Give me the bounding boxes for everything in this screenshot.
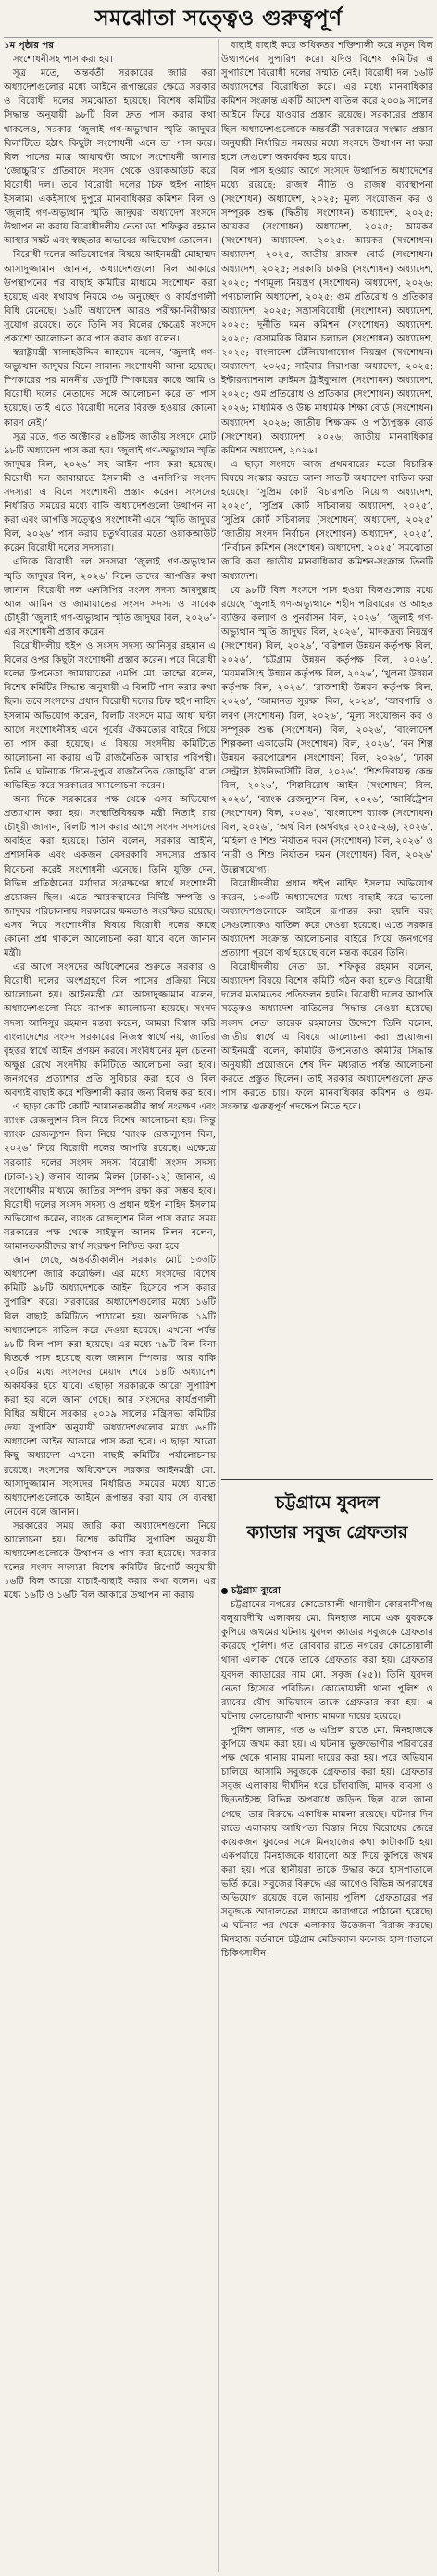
bullet-icon	[221, 1588, 228, 1594]
headline: সমঝোতা সত্ত্বেও গুরুত্বপূর্ণ	[4, 0, 433, 38]
paragraph: বিরোধীদলীয় নেতা ডা. শফিকুর রহমান বলেন, অধ্যাদেশ বিষয়ে বিশেষ কমিটি গঠন করা হলেও বিরোধী দলের মতামতের প্রতিফলন হয়নি। বিরোধী দলের আপত্তি সত্ত্বেও অধ্যাদেশ বাতিলের সিদ্ধান্ত নেওয়া হয়েছে। সংসদ নেতা তারেক রহমানের উদ্দেশে তিনি বলেন, জাতীয় স্বার্থে এ বিষয়ে আলোচনা করা প্রয়োজন। আইনমন্ত্রী বলেন, কমিটির উপনেতাও কমিটির সিদ্ধান্ত অনুযায়ী প্রয়োজনে শেষ দিন মধ্যরাত পর্যন্ত আলোচনা করতে প্রস্তুত ছিলেন। তাই সরকার অধ্যাদেশগুলো দ্রুত পাস করতে চায়। ফলে মানবাধিকার কমিশন ও গুম-সংক্রান্ত গুরুত্বপূর্ণ পদক্ষেপ নিতে হবে।	[221, 962, 433, 1113]
sub-headline-line1: চট্টগ্রামে যুবদল	[275, 1492, 380, 1513]
paragraph: বিরোধীদলীয় হুইপ ও সংসদ সদস্য আনিসুর রহমান এ বিলের ওপর কিছুটা সংশোধনী প্রস্তাব করেন। পরে বিরোধী দলের উপনেতা জামায়াতের এমপি মো. তাহের বলেন, বিশেষ কমিটির সিদ্ধান্ত অনুযায়ী এ বিলটি পাস করার কথা ছিল। তবে সংসদের প্রধান বিরোধী দলের চিফ হুইপ নাহিদ ইসলাম অভিযোগ করেন, বিলটি সংসদে মাত্র আধা ঘণ্টা আগে সংশোধনীসহ এনে পূর্বের ঐকমত্যের বাইরে গিয়ে তা পাস করা হয়েছে। এ বিষয়ে সংসদীয় কমিটিতে আলোচনা না করায় এটি রাজনৈতিক আস্থার পরিপন্থী। তিনি এ ঘটনাকে ‘দিনে-দুপুরে রাজনৈতিক জোচ্চুরি’ বলে অভিহিত করে সরকারের সমালোচনা করেন।	[4, 641, 216, 791]
paragraph: এ ছাড়া কোটি কোটি আমানতকারীর স্বার্থ সংরক্ষণ এবং ব্যাংক রেজল্যুশন বিল নিয়ে বিশেষ আলোচনা হয়। কিন্তু ব্যাংক রেজল্যুশন বিল নিয়ে ‘ব্যাংক রেজল্যুশন বিল, ২০২৬’ নিয়ে বিরোধী দলের আপত্তি রয়েছে। এক্ষেত্রে সরকারি দলের সংসদ সদস্য বিরোধী সংসদ সদস্য (ঢাকা-১২) জনাব আলম মিলন (ঢাকা-১২) জানান, এ সংশোধনীর মাধ্যমে জাতির সম্পদ রক্ষা করা সম্ভব হবে। বিরোধী দলের সংসদ সদস্য ও প্রধান হুইপ নাহিদ ইসলাম অভিযোগ করেন, ব্যাংক রেজল্যুশন বিল পাস করার সময় সরকারের পক্ষ থেকে সাইফুল আলম মিলন বলেন, আমানতকারীদের স্বার্থ সংরক্ষণ নিশ্চিত করা হবে।	[4, 1102, 216, 1253]
paragraph: সূত্র মতে, গত অক্টোবর ২৪টিসহ জাতীয় সংসদে মোট ৯৮টি অধ্যাদেশ পাস করা হয়। ‘জুলাই গণ-অভ্যুত্থান স্মৃতি জাদুঘর বিল, ২০২৬’ সহ আইন পাস করা হয়েছে। বিরোধী দল জামায়াতে ইসলামী ও এনসিপির সংসদ সদস্যরা এ বিলে সংশোধনী প্রস্তাব করেন। সংসদের নির্ধারিত সময়ের মধ্যে বাকি অধ্যাদেশগুলো উত্থাপন না করা এবং আপত্তি সত্ত্বেও সংশোধনী এনে ‘স্মৃতি জাদুঘর বিল, ২০২৬’ পাস করায় চতুর্থবারের মতো ওয়াকআউট করেন বিরোধী দলের সদস্যরা।	[4, 431, 216, 554]
paragraph: চট্টগ্রামের নগরের কোতোয়ালী থানাধীন কোরবানীগঞ্জ বলুয়ারদীঘি এলাকায় মো. মিনহাজ নামে এক যুবককে কুপিয়ে জখমের ঘটনায় যুবদল ক্যাডার সবুজকে গ্রেফতার করেছে পুলিশ। গত রোববার রাতে নগরের কোতোয়ালী থানা এলাকা থেকে তাকে গ্রেফতার করা হয়। গ্রেফতার যুবদল ক্যাডারের নাম মো. সবুজ (২৫)। তিনি যুবদল নেতা হিসেবে পরিচিত। কোতোয়ালী থানা পুলিশ ও র‍্যাবের যৌথ অভিযানে তাকে গ্রেফতার করা হয়। এ ঘটনায় কোতোয়ালী থানায় মামলা দায়ের হয়েছে।	[221, 1600, 433, 1722]
paragraph: সরকারের সময় জারি করা অধ্যাদেশগুলো নিয়ে আলোচনা হয়। বিশেষ কমিটির সুপারিশ অনুযায়ী অধ্যাদেশগুলোকে উত্থাপন ও পাস করা হয়েছে। সরকার দলের সংসদ সদস্যরা বিশেষ কমিটির রিপোর্ট অনুযায়ী ১৬টি বিল আরো যাচাই-বাছাই করার কথা বলেন। এর মধ্যে ১৬টি ও ১৬টি বিল আকারে উত্থাপন না করায়	[4, 1520, 216, 1602]
dateline-text: চট্টগ্রাম ব্যুরো	[231, 1585, 281, 1596]
paragraph: এদিকে বিরোধী দল সদস্যরা ‘জুলাই গণ-অভ্যুত্থান স্মৃতি জাদুঘর বিল, ২০২৬’ বিলে তাদের আপত্তির কথা জানান। বিরোধী দল এনসিপির সংসদ সদস্য আবদুল্লাহ আল আমিন ও জামায়াতের সংসদ সদস্য ও সাবেক চৌধুরী ‘জুলাই গণ-অভ্যুত্থান স্মৃতি জাদুঘর বিল, ২০২৬’-এর সংশোধনী প্রস্তাব করেন।	[4, 557, 216, 638]
right-column-bottom	[221, 1584, 433, 2572]
paragraph: সংশোধনীসহ পাস করা হয়।	[13, 55, 113, 66]
dateline	[221, 1584, 433, 1598]
paragraph: পুলিশ জানায়, গত ৬ এপ্রিল রাতে মো. মিনহাজকে কুপিয়ে জখম করা হয়। এ ঘটনায় ভুক্তভোগীর পরিবারের পক্ষ থেকে থানায় মামলা দায়ের করা হয়। পরে অভিযান চালিয়ে আসামি সবুজকে গ্রেফতার করা হয়। গ্রেফতার সবুজ এলাকায় দীর্ঘদিন ধরে চাঁদাবাজি, মাদক ব্যবসা ও ছিনতাইসহ বিভিন্ন অপরাধে জড়িত ছিল বলে জানা গেছে। তার বিরুদ্ধে একাধিক মামলা রয়েছে। ঘটনার দিন রাতে এলাকায় আধিপত্য বিস্তার নিয়ে বিরোধের জেরে কয়েকজন যুবকের সঙ্গে মিনহাজের কথা কাটাকাটি হয়। একপর্যায়ে মিনহাজকে ধারালো অস্ত্র দিয়ে কুপিয়ে জখম করা হয়। পরে স্থানীয়রা তাকে উদ্ধার করে হাসপাতালে ভর্তি করে। সবুজের বিরুদ্ধে এর আগেও বিভিন্ন অপরাধের অভিযোগ রয়েছে বলে জানায় পুলিশ। গ্রেফতারের পর সবুজকে আদালতের মাধ্যমে কারাগারে পাঠানো হয়েছে। এ ঘটনার পর থেকে এলাকায় উত্তেজনা বিরাজ করছে। মিনহাজ বর্তমানে চট্টগ্রাম মেডিক্যাল কলেজ হাসপাতালে চিকিৎসাধীন।	[221, 1725, 433, 1960]
column-divider	[218, 39, 219, 2572]
left-column	[4, 39, 216, 2572]
paragraph: এ ছাড়া সংসদে আজ প্রথমবারের মতো বিচারিক বিষয়ে সংস্কার করতে আনা সাতটি অধ্যাদেশ বাতিল করা হয়েছে। ‘সুপ্রিম কোর্ট বিচারপতি নিয়োগ অধ্যাদেশ, ২০২৫’, ‘সুপ্রিম কোর্ট সচিবালয় অধ্যাদেশ, ২০২৫’, ‘সুপ্রিম কোর্ট সচিবালয় (সংশোধন) অধ্যাদেশ, ২০২৫’ ‘জাতীয় সংসদ নির্বাচন (সংশোধন) অধ্যাদেশ, ২০২৫’, ‘নির্বাচন কমিশন (সংশোধন) অধ্যাদেশ, ২০২৫’ সমঝোতা জারি করা জাতীয় মানবাধিকার কমিশন-সংক্রান্ত তিনটি অধ্যাদেশ।	[221, 459, 433, 582]
paragraph: স্বরাষ্ট্রমন্ত্রী সালাহউদ্দিন আহমেদ বলেন, ‘জুলাই গণ-অভ্যুত্থান জাদুঘর বিলে সামান্য সংশোধনী আনা হয়েছে। স্পিকারের পর মাননীয় ডেপুটি স্পিকারের কাছে আমি ও বিরোধী দলের নেতাদের সঙ্গে আলোচনা করে তা পাস হয়েছে। তাই এতে বিরোধী দলের বিরক্ত হওয়ার কোনো কারণ নেই।’	[4, 348, 216, 428]
paragraph: যে ৯৮টি বিল সংসদে পাস হওয়া বিলগুলোর মধ্যে রয়েছে ‘জুলাই গণ-অভ্যুত্থানে শহীদ পরিবারের ও আহত ব্যক্তির কল্যাণ ও পুনর্বাসন বিল, ২০২৬’, ‘জুলাই গণ-অভ্যুত্থান স্মৃতি জাদুঘর বিল, ২০২৬’, ‘মাদকদ্রব্য নিয়ন্ত্রণ (সংশোধন) বিল, ২০২৬’, ‘বরিশাল উন্নয়ন কর্তৃপক্ষ বিল, ২০২৬’, ‘চট্টগ্রাম উন্নয়ন কর্তৃপক্ষ বিল, ২০২৬’, ‘ময়মনসিংহ উন্নয়ন কর্তৃপক্ষ বিল, ২০২৬’, ‘খুলনা উন্নয়ন কর্তৃপক্ষ বিল, ২০২৬’, ‘রাজশাহী উন্নয়ন কর্তৃপক্ষ বিল, ২০২৬’, ‘আমানত সুরক্ষা বিল, ২০২৬’, ‘আবগারি ও লবণ (সংশোধন) বিল, ২০২৬’, ‘মূল্য সংযোজন কর ও সম্পূরক শুল্ক (সংশোধন) বিল, ২০২৬’, ‘বাংলাদেশ শিল্পকলা একাডেমি (সংশোধন) বিল, ২০২৬’, ‘বন শিল্প উন্নয়ন করপোরেশন (সংশোধন) বিল, ২০২৬’, ‘ঢাকা সেন্ট্রাল ইউনিভার্সিটি বিল, ২০২৬’, ‘শিশুদিবাযত্ন কেন্দ্র বিল, ২০২৬’, ‘শিল্পবিরোধ আইন (সংশোধন) বিল, ২০২৬’, ‘ব্যাংক রেজল্যুশন বিল, ২০২৬’, ‘আর্বিট্রেশন (সংশোধন) বিল, ২০২৬’, ‘বাংলাদেশ ব্যাংক (সংশোধন) বিল, ২০২৬’, ‘অর্থ বিল (অর্থবছর ২০২৫-২৬), ২০২৬’, ‘মহিলা ও শিশু নির্যাতন দমন (সংশোধন) বিল, ২০২৬’ ও ‘নারী ও শিশু নির্যাতন দমন (সংশোধন) বিল, ২০২৬’ উল্লেখযোগ্য।	[221, 585, 433, 875]
paragraph: বিরোধী দলের অভিযোগের বিষয়ে আইনমন্ত্রী মোহাম্মদ আসাদুজ্জামান জানান, অধ্যাদেশগুলো বিল আকারে উপস্থাপনের পর বাছাই কমিটির মাধ্যমে সংশোধন করা হয়েছে এবং যথাযথ নিয়মে ৩৬ অনুচ্ছেদ ও কার্যপ্রণালী বিধি মেনেছে। ১৬টি অধ্যাদেশ আরও পরীক্ষা-নিরীক্ষার সুযোগ রয়েছে। তবে তিনি সব বিলের ক্ষেত্রেই সংসদে প্রকাশ্যে আলোচনা করে পাস করার কথা বলেন।	[4, 250, 216, 344]
paragraph: সূত্র মতে, অন্তর্বর্তী সরকারের জারি করা অধ্যাদেশগুলোর মধ্যে আইনে রূপান্তরের ক্ষেত্রে সরকার ও বিরোধী দলের সমঝোতা হয়েছে। বিশেষ কমিটির সিদ্ধান্ত অনুযায়ী ৯৮টি বিল দ্রুত পাস করার কথা থাকলেও, সরকার ‘জুলাই গণ-অভ্যুত্থান স্মৃতি জাদুঘর বিল’টিতে হঠাৎ কিছুটা সংশোধনী এনে তা পাস করে। বিল পাসের মাত্র আধাঘণ্টা আগে সংশোধনী আনার ‘জোচ্চুরি’র প্রতিবাদে সংসদ থেকে ওয়াকআউট করে বিরোধী দল। তবে বিরোধী দলের চিফ হুইপ নাহিদ ইসলাম। একইসাথে দুপুরে মানবাধিকার কমিশন বিল ও ‘জুলাই গণ-অভ্যুত্থান স্মৃতি জাদুঘর’ অধ্যাদেশ সংসদে উত্থাপন না করায় বিরোধীদলীয় নেতা ডা. শফিকুর রহমান আস্থার সঙ্কট এবং স্বচ্ছতার অভাবের অভিযোগ তোলেন।	[4, 68, 216, 247]
paragraph: বাছাই বাছাই করে অধিকতর শক্তিশালী করে নতুন বিল উত্থাপনের সুপারিশ করে। যদিও বিশেষ কমিটির এ সুপারিশে বিরোধী দলের সম্মতি নেই। বিরোধী দল ১৬টি অধ্যাদেশের বিরোধিতা করে। এর মধ্যে মানবাধিকার কমিশন সংক্রান্ত একটি আদেশ বাতিল করে ২০০৯ সালের আইনে ফিরে যাওয়ার প্রস্তাব রয়েছে। সরকারের প্রস্তাব ছিল অধ্যাদেশগুলোকে অন্তর্বর্তী সরকারের সংস্কার প্রস্তাব অনুযায়ী নির্ধারিত সময়ের মধ্যে সংসদে উত্থাপন না করা হলে সেগুলো অকার্যকর হয়ে যাবে।	[221, 41, 433, 163]
paragraph: বিরোধীদলীয় প্রধান হুইপ নাহিদ ইসলাম অভিযোগ করেন, ১৩৩টি অধ্যাদেশের মধ্যে বাছাই করে ভালো অধ্যাদেশগুলোকে আইনে রূপান্তর করা হয়নি বরং সেগুলোকেও বাতিল করে দেওয়া হয়েছে। এতে সরকার অধ্যাদেশ সংক্রান্ত আলোচনার বাইরে গিয়ে জনগণের প্রত্যাশা পূরণে ব্যর্থ হয়েছে বলে মন্তব্য করেন তিনি।	[221, 878, 433, 960]
sub-headline-line2: ক্যাডার সবুজ গ্রেফতার	[246, 1522, 408, 1542]
sub-headline	[221, 1479, 433, 1580]
right-column-top	[221, 39, 433, 1510]
paragraph: বিল পাস হওয়ার আগে সংসদে উত্থাপিত অধ্যাদেশের মধ্যে রয়েছে: রাজস্ব নীতি ও রাজস্ব ব্যবস্থাপনা (সংশোধন) অধ্যাদেশ, ২০২৫; মূল্য সংযোজন কর ও সম্পূরক শুল্ক (দ্বিতীয় সংশোধন) অধ্যাদেশ, ২০২৫; আয়কর (সংশোধন) অধ্যাদেশ, ২০২৫; আয়কর (সংশোধন) অধ্যাদেশ, ২০২৫; আয়কর (সংশোধন) অধ্যাদেশ, ২০২৫; জাতীয় রাজস্ব বোর্ড (সংশোধন) অধ্যাদেশ, ২০২৫; সরকারি চাকরি (সংশোধন) অধ্যাদেশ, ২০২৫; পণ্যমূল্য নিয়ন্ত্রণ (সংশোধন) অধ্যাদেশ, ২০২৬; পণ্যচালানি অধ্যাদেশ, ২০২৫; গুম প্রতিরোধ ও প্রতিকার অধ্যাদেশ, ২০২৫; সন্ত্রাসবিরোধী (সংশোধন) অধ্যাদেশ, ২০২৫; দুর্নীতি দমন কমিশন (সংশোধন) অধ্যাদেশ, ২০২৫; বেসামরিক বিমান চলাচল (সংশোধন) অধ্যাদেশ, ২০২৫; বাংলাদেশ টেলিযোগাযোগ নিয়ন্ত্রণ (সংশোধন) অধ্যাদেশ, ২০২৫; সাইবার নিরাপত্তা অধ্যাদেশ, ২০২৫; ইন্টারন্যাশনাল ক্রাইমস ট্রাইব্যুনাল (সংশোধন) অধ্যাদেশ, ২০২৫; গুম প্রতিরোধ ও প্রতিকার (সংশোধন) অধ্যাদেশ, ২০২৬; মাধ্যমিক ও উচ্চ মাধ্যমিক শিক্ষা বোর্ড (সংশোধন) অধ্যাদেশ, ২০২৬; জাতীয় শিক্ষাক্রম ও পাঠ্যপুস্তক বোর্ড (সংশোধন) অধ্যাদেশ, ২০২৬; জাতীয় মানবাধিকার কমিশন অধ্যাদেশ, ২০২৬।	[221, 166, 433, 456]
paragraph: এর আগে সংসদের অধিবেশনের শুরুতে সরকার ও বিরোধী দলের অংশগ্রহণে বিল পাসের প্রক্রিয়া নিয়ে আলোচনা হয়। আইনমন্ত্রী মো. আসাদুজ্জামান বলেন, অধ্যাদেশগুলো নিয়ে ব্যাপক আলোচনা হয়েছে। সংসদ সদস্য আনিসুর রহমান মন্তব্য করেন, আমরা বিশ্বাস করি বাংলাদেশের সংসদ সরকারের নিজস্ব স্বার্থে নয়, জাতির বৃহত্তর স্বার্থে আইন প্রণয়ন করবে। সংবিধানের মূল চেতনা অক্ষুণ্ণ রেখে সংসদীয় কমিটিতে আলোচনা করা হবে। জনগণের প্রত্যাশার প্রতি সুবিচার করা হবে ও বিল অবশ্যই বাছাই করে শক্তিশালী করার জন্য বিলম্ব করা হবে।	[4, 962, 216, 1099]
paragraph: জানা গেছে, অন্তর্বর্তীকালীন সরকার মোট ১৩৩টি অধ্যাদেশ জারি করেছিল। এর মধ্যে সংসদের বিশেষ কমিটি ৯৮টি অধ্যাদেশকে আইন হিসেবে পাস করার সুপারিশ করে। সরকারের অধ্যাদেশগুলোর মধ্যে ১৬টি বিল বাছাই কমিটিতে পাঠানো হয়। অন্যদিকে ১৯টি অধ্যাদেশকে বাতিল করে দেওয়া হয়েছে। এখনো পর্যন্ত ৯৮টি বিল পাস করা হয়েছে। এর মধ্যে ৭৯টি বিল বিনা বিতর্কে পাস হয়েছে বলে জানান স্পিকার। আর বাকি ২০টির মধ্যে সংসদের মেয়াদ শেষে ১৪টি অধ্যাদেশ অকার্যকর হয়ে যাবে। এছাড়া সরকারকে আরো সুপারিশ করা হয় বলে জানা গেছে। আর সংসদের কার্যপ্রণালী বিধির অধীনে সরকার ২০০৯ সালের মন্ত্রিসভা কমিটির দেয়া সুপারিশ অনুযায়ী অধ্যাদেশগুলোর মধ্যে ৬৪টি অধ্যাদেশ আইন আকারে পাস করা হবে। এ ছাড়া আরো কিছু অধ্যাদেশ এখনো বাছাই কমিটির পর্যালোচনায় রয়েছে। সংসদের অধিবেশনে সরকার আইনমন্ত্রী মো. আসাদুজ্জামান সংসদের নির্ধারিত সময়ের মধ্যে যাতে অধ্যাদেশগুলোকে আইনে রূপান্তর করা যায় সে ব্যবস্থা নেবেন বলে জানান।	[4, 1256, 216, 1517]
continuation-marker: ১ম পৃষ্ঠার পর	[4, 40, 54, 51]
paragraph: অন্য দিকে সরকারের পক্ষ থেকে এসব অভিযোগ প্রত্যাখ্যান করা হয়। সংস্থাতিবিষয়ক মন্ত্রী নিতাই রায় চৌধুরী জানান, বিলটি পাস করার আগে সংসদ সদস্যদের অবহিত করা হয়েছে। তিনি বলেন, সরকার আইনি, প্রশাসনিক এবং একজন বেসরকারি সদস্যের প্রস্তাব বিবেচনা করেই সংশোধনী এনেছে। তিনি যুক্তি দেন, বিভিন্ন প্রতিষ্ঠানের মর্যাদার সংরক্ষণের স্বার্থে সংশোধনী প্রয়োজন ছিল। এতে স্মারকস্থানের নির্দিষ্ট সম্পত্তি ও জাদুঘর পরিচালনায় সরকারের ক্ষমতাও সংরক্ষিত রয়েছে। এসব নিয়ে সংশোধনীর বিষয়ে বিরোধী দলের কাছে কোনো প্রশ্ন থাকলে আলোচনা করা যাবে বলে জানান মন্ত্রী।	[4, 795, 216, 960]
